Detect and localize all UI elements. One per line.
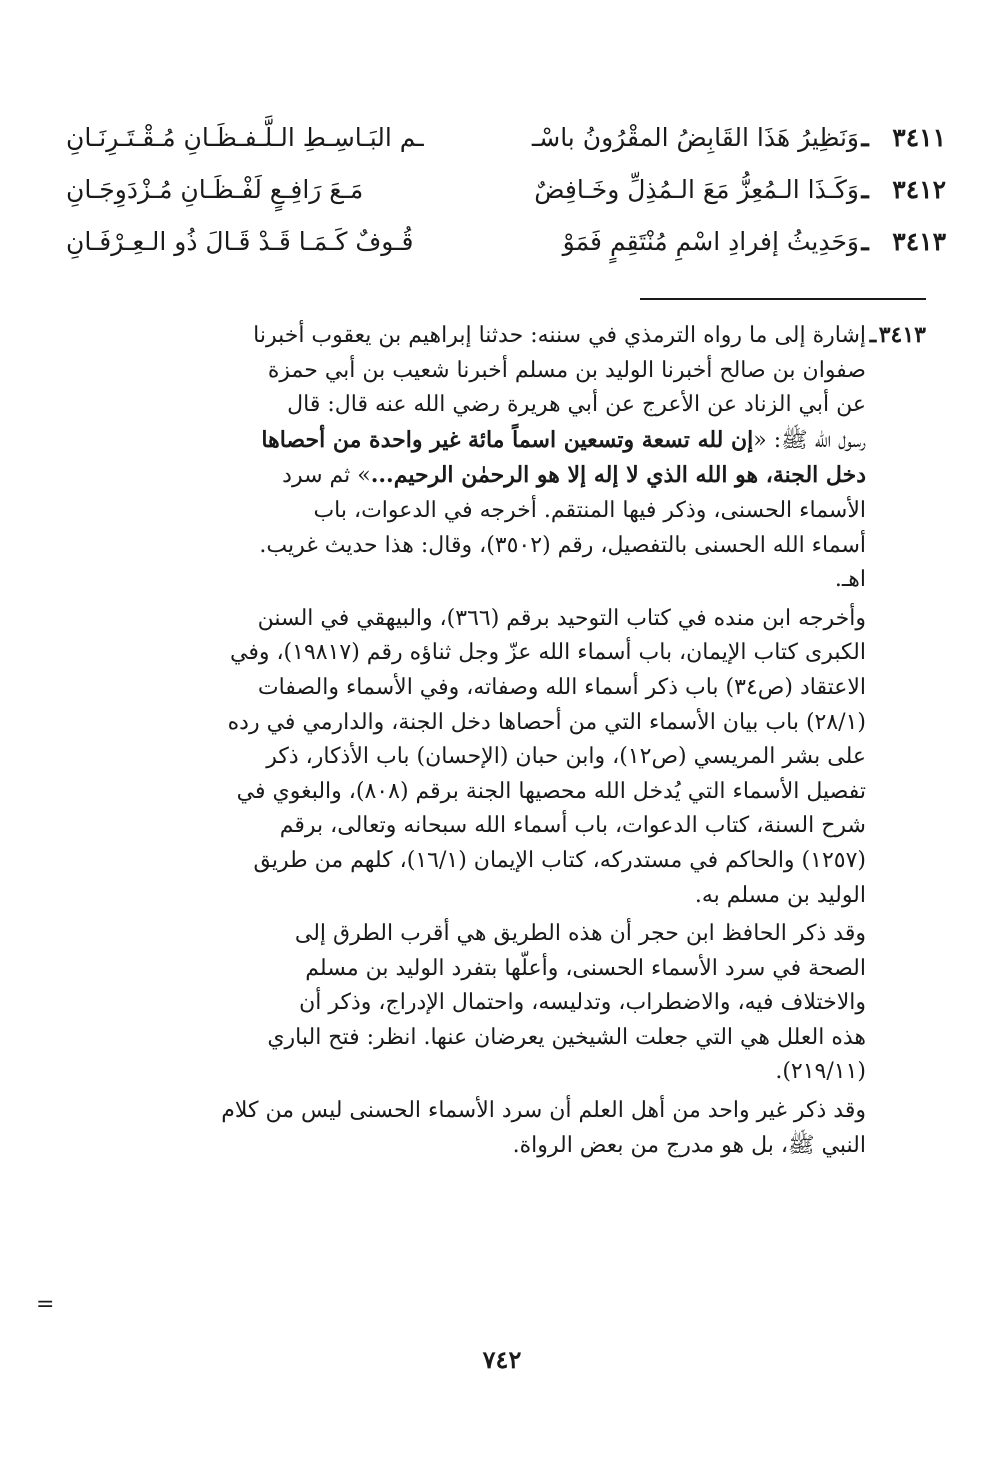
- footnote-paragraph: [74, 602, 926, 913]
- page-number: ٧٤٢: [482, 1345, 522, 1374]
- verse-first-hemistich: وَحَدِيثُ إفرادِ اسْمِ مُنْتَقِمٍ فَمَوْ: [562, 227, 859, 256]
- footnote-paragraph: [74, 917, 926, 1090]
- footnote-line: عن أبي الزناد عن الأعرج عن أبي هريرة رضي الله عنه قال: قال: [287, 392, 866, 418]
- hadith-text: إن لله تسعة وتسعين اسماً مائة غير واحدة من أحصاها: [261, 426, 754, 453]
- footnote-line: الصحة في سرد الأسماء الحسنى، وأعلّها بتفرد الوليد بن مسلم: [305, 955, 866, 981]
- verse-first-hemistich: وَكَـذَا الـمُعِزُّ مَعَ الـمُذِلِّ وخَـافِضٌ: [534, 175, 859, 204]
- footnote-line: الاعتقاد (ص٣٤) باب ذكر أسماء الله وصفاته، وفي الأسماء والصفات: [257, 674, 866, 700]
- footnote-number: ٣٤١٣: [878, 322, 926, 348]
- footnote-line: شرح السنة، كتاب الدعوات، باب أسماء الله سبحانه وتعالى، برقم: [279, 813, 866, 839]
- footnote-line: هذه العلل هي التي جعلت الشيخين يعرضان عنها. انظر: فتح الباري: [267, 1024, 866, 1050]
- footnote-line: تفصيل الأسماء التي يُدخل الله محصيها الجنة برقم (٨٠٨)، والبغوي في: [236, 778, 866, 804]
- verse-second-hemistich: ـم البَـاسِـطِ الـلَّـفـظَـانِ مُـقْـتَـرِنَـانِ: [66, 123, 424, 152]
- verse-dash: ـ: [861, 227, 869, 256]
- footnote: [74, 318, 926, 1163]
- footnote-line: اهـ.: [834, 567, 866, 593]
- hadith-text: دخل الجنة، هو الله الذي لا إله إلا هو الرحمٰن الرحيم...: [370, 462, 866, 489]
- verse-row: [66, 216, 946, 268]
- verse-dash: ـ: [861, 175, 869, 204]
- footnote-line: وأخرجه ابن منده في كتاب التوحيد برقم (٣٦٦)، والبيهقي في السنن: [257, 605, 866, 631]
- footnote-line: صفوان بن صالح أخبرنا الوليد بن مسلم أخبرنا شعيب بن أبي حمزة: [267, 357, 866, 383]
- footnote-line: أسماء الله الحسنى بالتفصيل، رقم (٣٥٠٢)، وقال: هذا حديث غريب.: [259, 532, 866, 558]
- footnote-line: (١٢٥٧) والحاكم في مستدركه، كتاب الإيمان (١٦/١)، كلهم من طريق: [253, 847, 866, 873]
- verse-row: [66, 112, 946, 164]
- footnote-line: وقد ذكر الحافظ ابن حجر أن هذه الطريق هي أقرب الطرق إلى: [294, 921, 866, 947]
- footnote-line: وقد ذكر غير واحد من أهل العلم أن سرد الأسماء الحسنى ليس من كلام: [221, 1098, 866, 1124]
- hadith-outro: » ثم سرد: [282, 463, 371, 489]
- footnote-line: النبي ﷺ، بل هو مدرج من بعض الرواة.: [512, 1132, 866, 1158]
- footnote-paragraph: [74, 1094, 926, 1163]
- verse-row: [66, 164, 946, 216]
- footnote-line: (٢٨/١) باب بيان الأسماء التي من أحصاها دخل الجنة، والدارمي في رده: [227, 709, 866, 735]
- footnote-line: الأسماء الحسنى، وذكر فيها المنتقم. أخرجه في الدعوات، باب: [313, 497, 866, 523]
- verse-block: [66, 112, 946, 268]
- hadith-intro: رسول الله ﷺ: «: [753, 427, 866, 453]
- footnote-first-line: [74, 318, 926, 354]
- continuation-mark: =: [36, 1292, 55, 1317]
- footnote-line: الكبرى كتاب الإيمان، باب أسماء الله عزّ وجل ثناؤه رقم (١٩٨١٧)، وفي: [229, 640, 866, 666]
- verse-number: ٣٤١٢: [892, 175, 946, 204]
- verse-second-hemistich: مَـعَ رَافِـعٍ لَفْـظَـانِ مُـزْدَوِجَـانِ: [66, 175, 364, 204]
- verse-number: ٣٤١٣: [892, 227, 946, 256]
- footnote-line: إشارة إلى ما رواه الترمذي في سننه: حدثنا إبراهيم بن يعقوب أخبرنا: [253, 323, 866, 348]
- footnote-line: والاختلاف فيه، والاضطراب، وتدليسه، واحتمال الإدراج، وذكر أن: [299, 990, 866, 1016]
- verse-second-hemistich: قُـوفٌ كَـمَـا قَـدْ قَـالَ ذُو الـعِـرْفَـانِ: [66, 227, 414, 256]
- footnote-line: [74, 458, 926, 494]
- footnote-dash: ـ: [869, 322, 877, 348]
- footnote-line: [74, 423, 926, 459]
- verse-first-hemistich: وَنَظِيرُ هَذَا القَابِضُ المقْرُونُ باسْـ: [531, 123, 859, 152]
- footnote-line: الوليد بن مسلم به.: [694, 882, 866, 908]
- footnote-line: على بشر المريسي (ص١٢)، وابن حبان (الإحسان) باب الأذكار، ذكر: [266, 744, 866, 770]
- verse-dash: ـ: [861, 123, 869, 152]
- footnote-separator: [640, 298, 926, 300]
- footnote-line: (٢١٩/١١).: [775, 1059, 866, 1085]
- verse-number: ٣٤١١: [892, 123, 946, 152]
